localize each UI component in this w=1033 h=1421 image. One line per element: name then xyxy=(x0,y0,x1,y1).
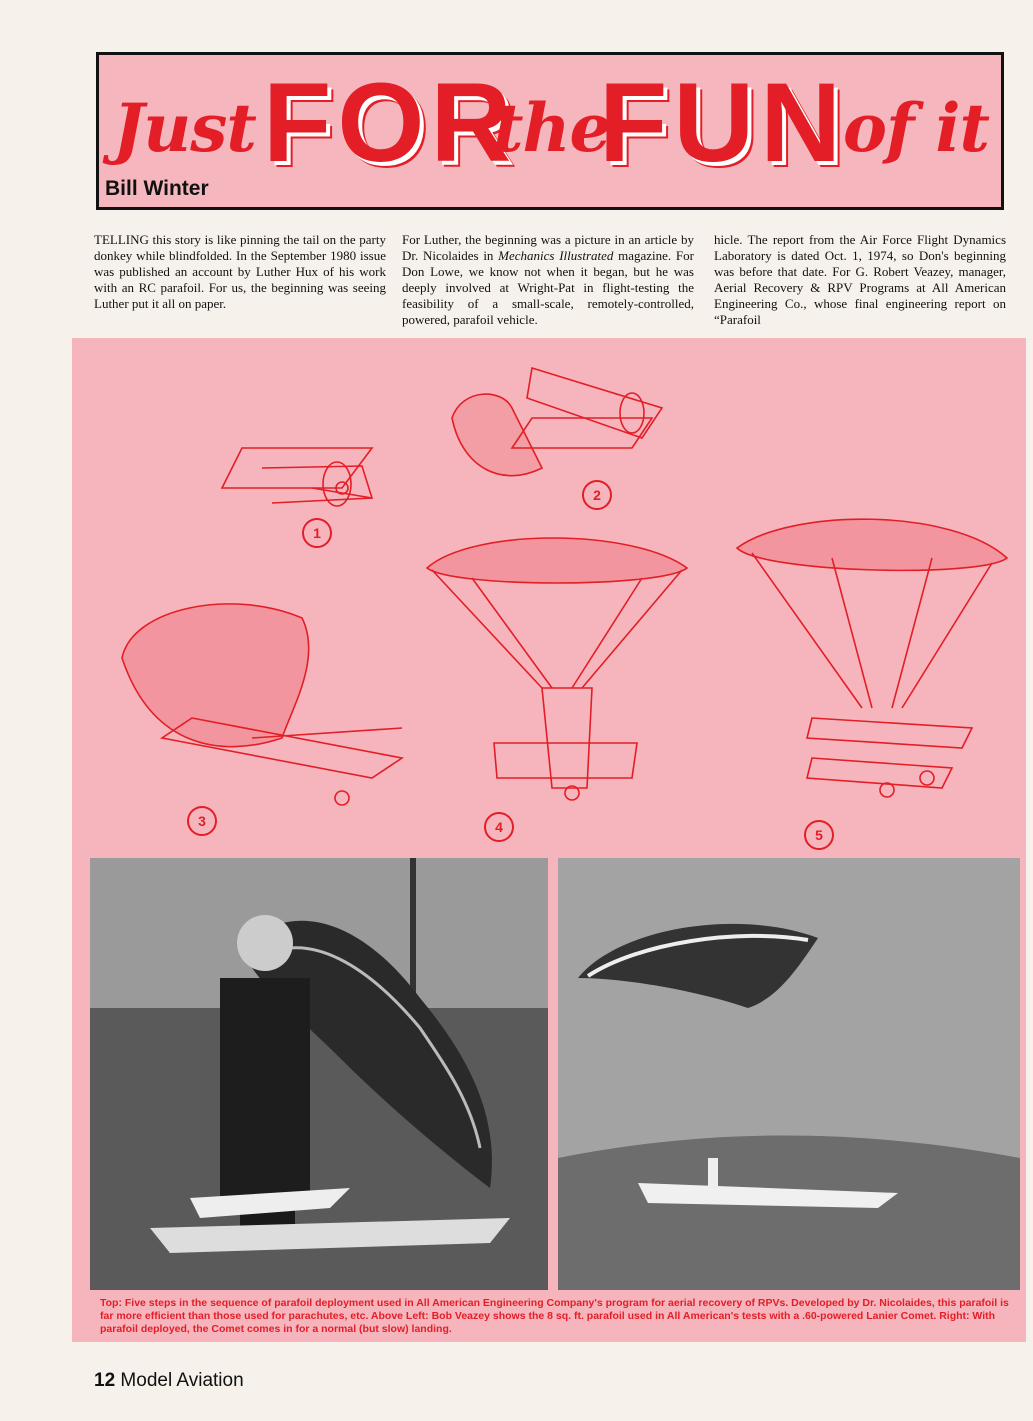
page-number: 12 xyxy=(94,1370,116,1391)
step-number-1: 1 xyxy=(302,518,332,548)
col2-text-b: magazine. For Don Lowe, we know not when it began, but he was deeply involved at Wright-Pat in flight-testing the feasibility of a small-scale, remotely-controlled, powered, parafoil vehicle. xyxy=(402,248,694,327)
photo-veazey-with-parafoil xyxy=(90,858,548,1290)
col2-magazine-title: Mechanics Illustrated xyxy=(498,248,614,263)
step-5-plane-parafoil-illustration xyxy=(737,519,1007,797)
step-4-plane-parafoil-illustration xyxy=(427,538,687,800)
byline: Bill Winter xyxy=(105,177,209,200)
photo-panel xyxy=(72,858,1026,1294)
step-number-5: 5 xyxy=(804,820,834,850)
figure-caption: Top: Five steps in the sequence of parafoil deployment used in All American Engineering Company's program for aerial recovery of RPVs. Developed by Dr. Nicolaides, this parafoil is far more efficient than those used for parachutes, etc. Above Left: Bob Veazey shows the 8 sq. ft. parafoil used in All American's tests with a .60-powered Lanier Comet. Right: With parafoil deployed, the Comet comes in for a normal (but slow) landing. xyxy=(100,1297,1009,1335)
step-3-plane-parafoil-illustration xyxy=(122,604,402,805)
photo-left-illustration xyxy=(90,858,548,1290)
step-1-plane-illustration xyxy=(222,448,372,506)
photo-comet-landing xyxy=(558,858,1020,1290)
step-number-4: 4 xyxy=(484,812,514,842)
title-word-of-it: of it xyxy=(843,89,989,167)
body-column-2 xyxy=(402,232,694,328)
step-2-plane-parafoil-illustration xyxy=(452,368,662,476)
title-banner xyxy=(96,52,1004,210)
deployment-illustrations xyxy=(72,338,1026,858)
deployment-sequence-figure xyxy=(72,338,1026,858)
title-word-just: Just xyxy=(113,89,256,167)
body-column-3: hicle. The report from the Air Force Flight Dynamics Laboratory is dated Oct. 1, 1974, so Don's beginning was before that date. For G. Robert Veazey, manager, Aerial Recovery & RPV Programs at All American Engineering Co., whose final engineering report on “Parafoil xyxy=(714,232,1006,327)
page-folio xyxy=(94,1370,244,1392)
title-word-for: FOR xyxy=(263,60,518,185)
photo-right-illustration xyxy=(558,858,1020,1290)
title-word-the: the xyxy=(493,89,611,167)
step-number-2: 2 xyxy=(582,480,612,510)
col2-text-a: For Luther, the beginning was a picture in an article by Dr. Nicolaides in xyxy=(402,232,694,263)
title-word-fun: FUN xyxy=(599,60,848,185)
body-column-1: TELLING this story is like pinning the tail on the party donkey while blindfolded. In the September 1980 issue was published an account by Luther Hux of his work with an RC parafoil. For us, the beginning was seeing Luther put it all on paper. xyxy=(94,232,386,311)
publication-name: Model Aviation xyxy=(120,1370,244,1391)
step-number-3: 3 xyxy=(187,806,217,836)
